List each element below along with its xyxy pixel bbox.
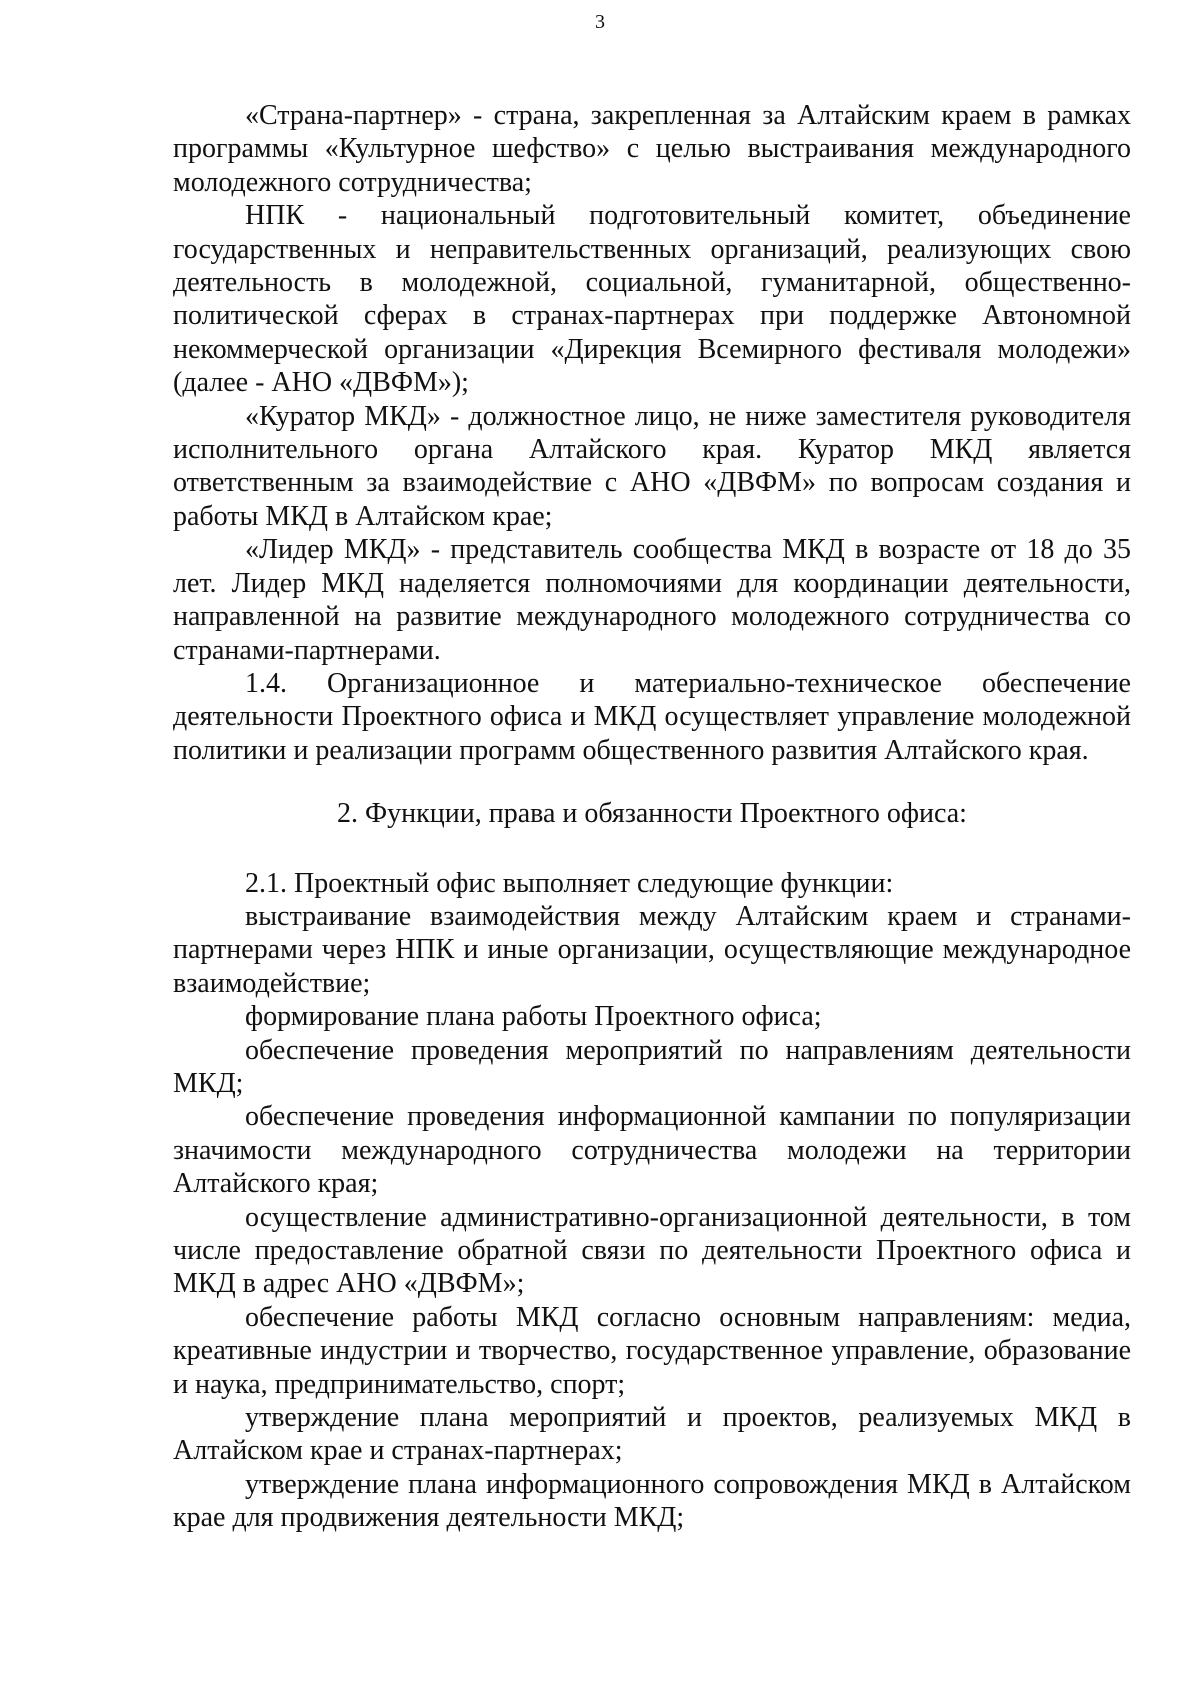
paragraph-leader: «Лидер МКД» - представитель сообщества МКД в возрасте от 18 до 35 лет. Лидер МКД наделяется полномочиями для координации деятельности, направленной на развитие международного молодежного сотрудничества со странами-партнерами. (173, 534, 1131, 666)
function-item: обеспечение проведения информационной кампании по популяризации значимости международного сотрудничества молодежи на территории Алтайского края; (173, 1101, 1131, 1200)
section-heading: 2. Функции, права и обязанности Проектного офиса: (337, 798, 967, 830)
paragraph-curator: «Куратор МКД» - должностное лицо, не ниже заместителя руководителя исполнительного органа Алтайского края. Куратор МКД является ответственным за взаимодействие с АНО «ДВФМ» по вопросам создания и работы МКД в Алтайском крае; (173, 400, 1131, 532)
paragraph-partner-country: «Страна-партнер» - страна, закрепленная за Алтайским краем в рамках программы «Культурное шефство» с целью выстраивания международного молодежного сотрудничества; (173, 100, 1131, 198)
document-body (173, 99, 1131, 1535)
function-item: утверждение плана мероприятий и проектов, реализуемых МКД в Алтайском крае и странах-партнерах; (173, 1402, 1131, 1467)
function-item: формирование плана работы Проектного офиса; (245, 1001, 822, 1033)
function-item: выстраивание взаимодействия между Алтайским краем и странами-партнерами через НПК и иные организации, осуществляющие международное взаимодействие; (173, 900, 1131, 999)
paragraph-npk: НПК - национальный подготовительный комитет, объединение государственных и неправительственных организаций, реализующих свою деятельность в молодежной, социальной, гуманитарной, общественно-политической сферах в странах-партнерах при поддержке Автономной некоммерческой организации «Дирекция Всемирного фестиваля молодежи» (далее - АНО «ДВФМ»); (173, 200, 1131, 399)
function-item: обеспечение проведения мероприятий по направлениям деятельности МКД; (173, 1034, 1131, 1099)
page-number: 3 (595, 11, 605, 33)
function-item: утверждение плана информационного сопровождения МКД в Алтайском крае для продвижения деятельности МКД; (173, 1468, 1131, 1534)
paragraph-1-4: 1.4. Организационное и материально-техническое обеспечение деятельности Проектного офиса и МКД осуществляет управление молодежной политики и реализации программ общественного развития Алтайского края. (173, 667, 1131, 766)
paragraph-2-1: 2.1. Проектный офис выполняет следующие функции: (245, 867, 894, 899)
function-item: обеспечение работы МКД согласно основным направлениям: медиа, креативные индустрии и творчество, государственное управление, образование и наука, предпринимательство, спорт; (173, 1301, 1131, 1400)
function-item: осуществление административно-организационной деятельности, в том числе предоставление обратной связи по деятельности Проектного офиса и МКД в адрес АНО «ДВФМ»; (173, 1201, 1131, 1300)
